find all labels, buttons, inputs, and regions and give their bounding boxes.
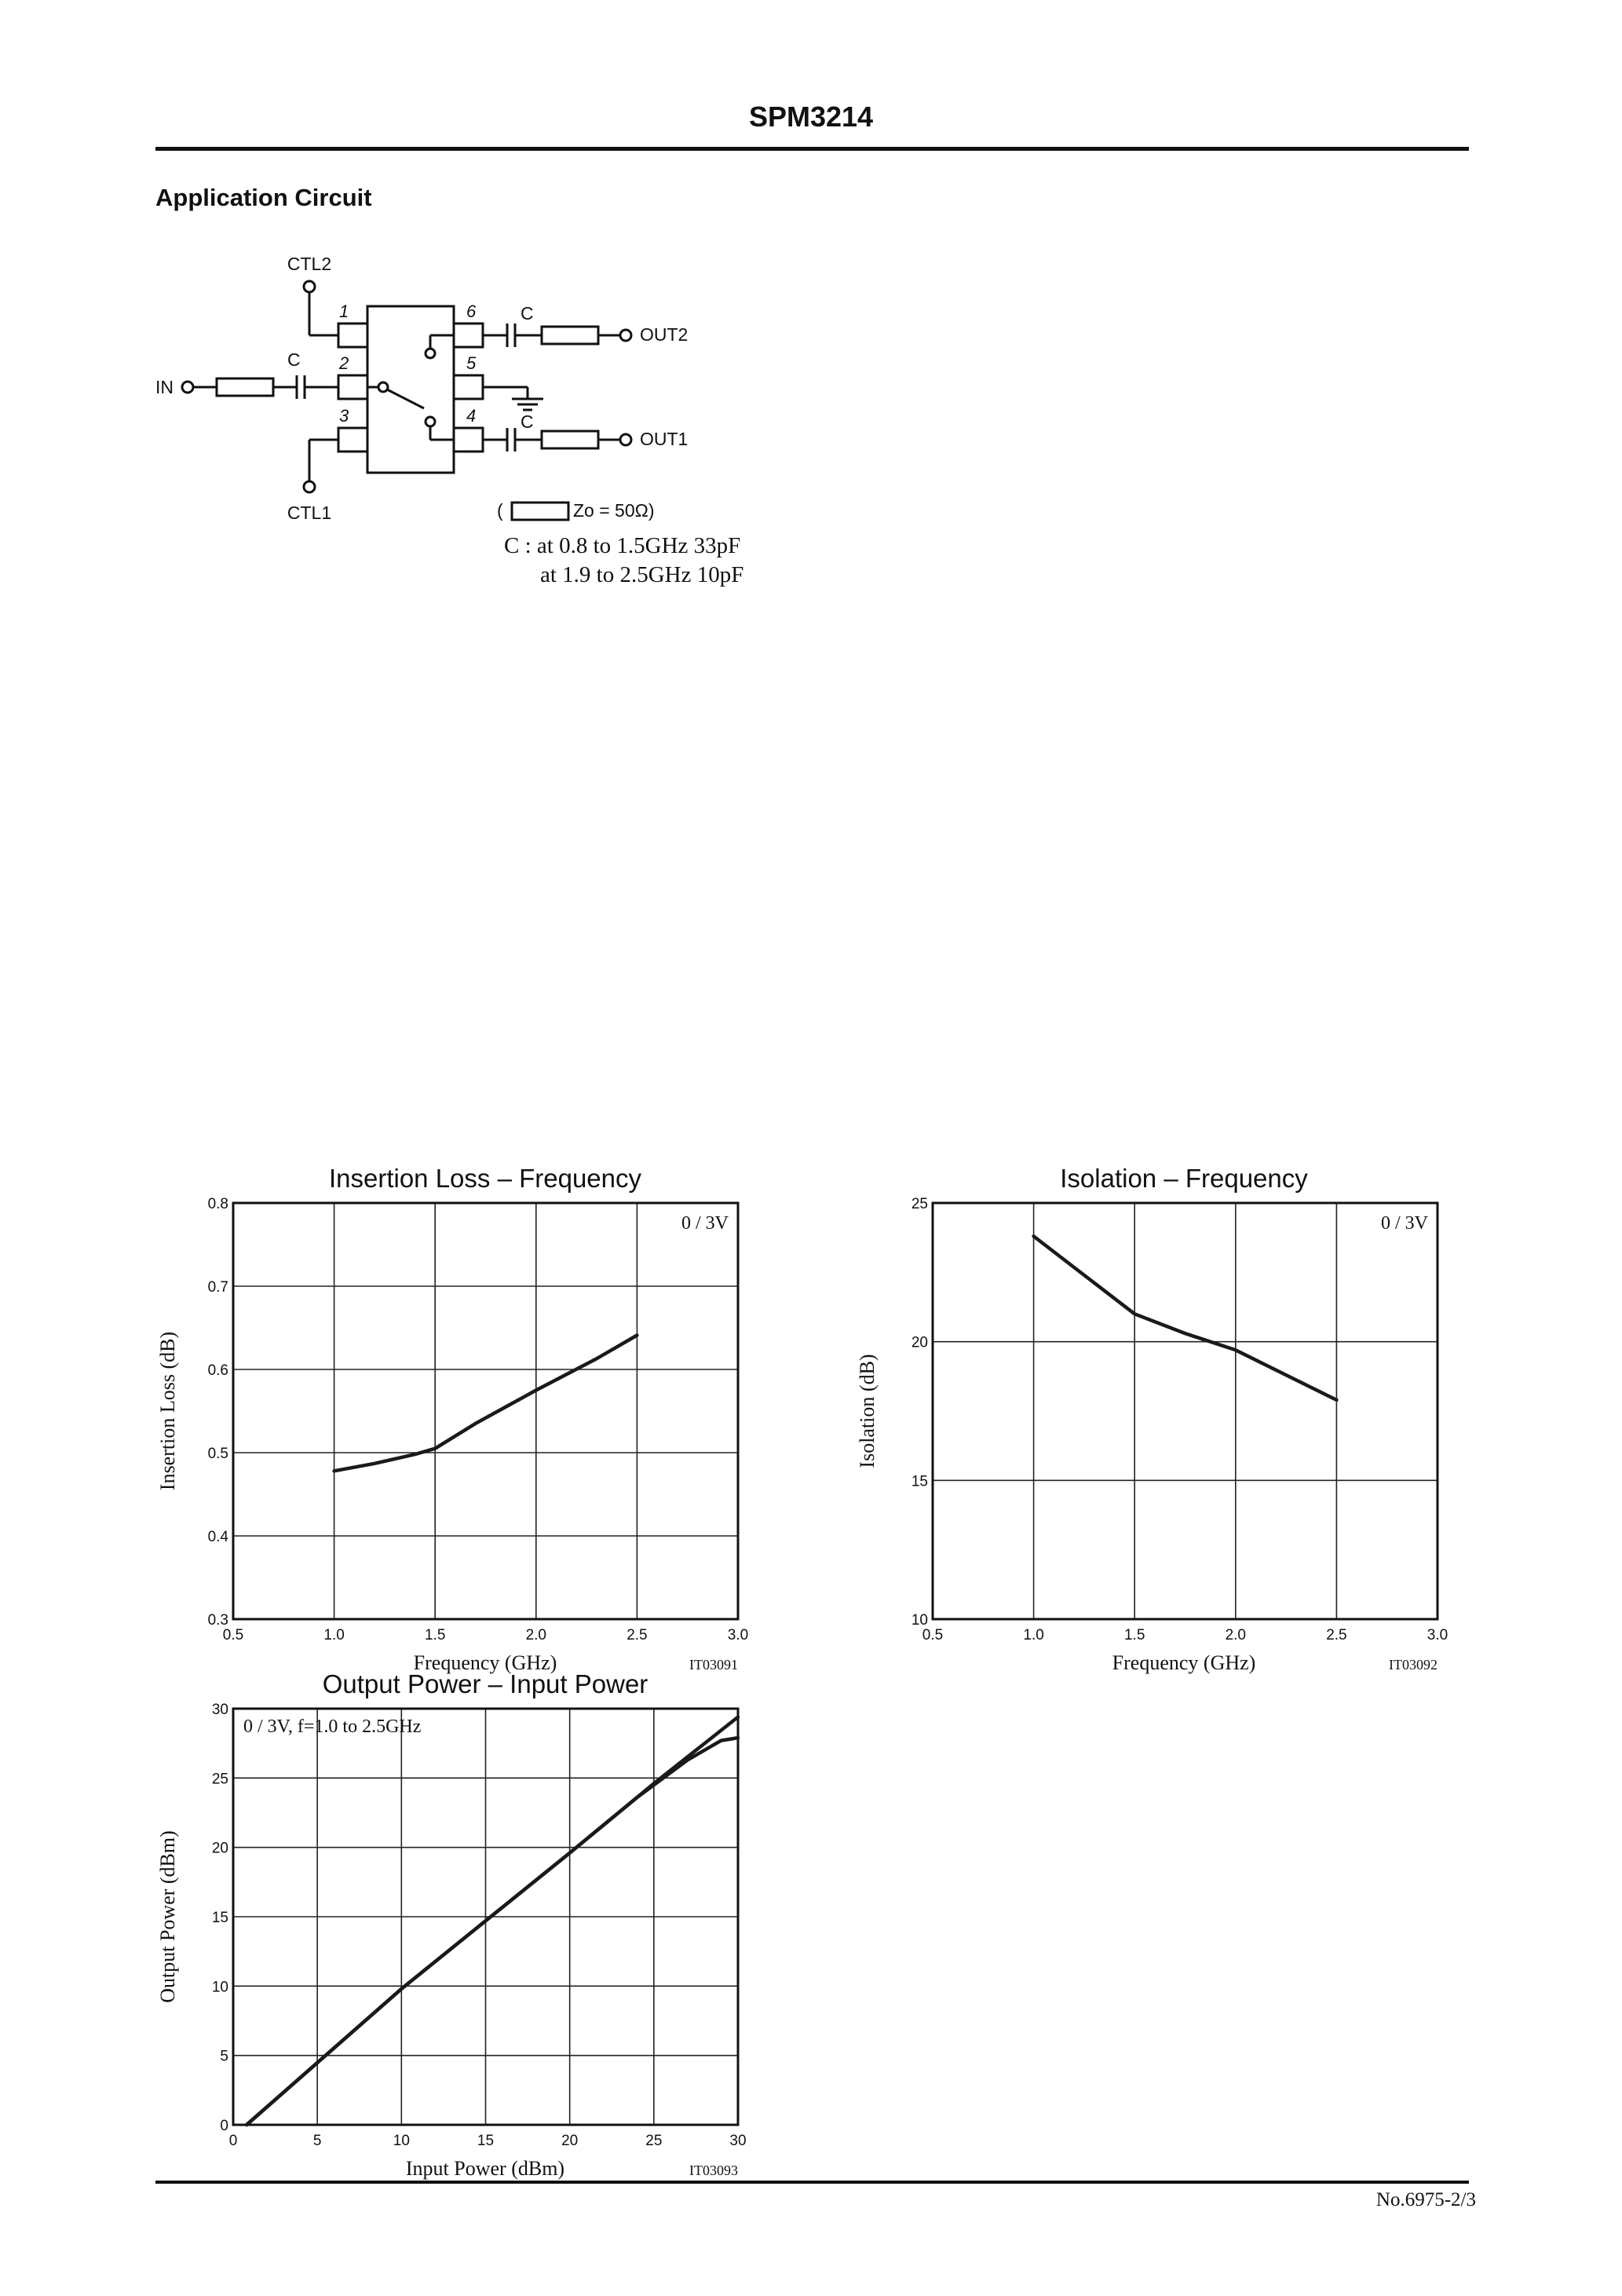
x-axis-label: Frequency (GHz) bbox=[1112, 1651, 1256, 1674]
svg-text:1: 1 bbox=[339, 302, 349, 321]
x-tick-label: 5 bbox=[312, 2133, 322, 2149]
x-tick-label: 3.0 bbox=[1427, 1627, 1448, 1643]
x-tick-label: 25 bbox=[645, 2133, 663, 2149]
chart-title: Output Power – Input Power bbox=[322, 1669, 648, 1698]
y-axis-label: Output Power (dBm) bbox=[156, 1830, 179, 2003]
series-line bbox=[1034, 1236, 1337, 1400]
x-tick-label: 2.0 bbox=[1225, 1627, 1247, 1643]
y-tick-label: 20 bbox=[211, 1840, 228, 1857]
y-tick-label: 10 bbox=[211, 1979, 228, 1996]
cap-note-line1: C : at 0.8 to 1.5GHz 33pF bbox=[504, 533, 741, 558]
y-tick-label: 0.4 bbox=[207, 1529, 228, 1545]
y-axis-label: Isolation (dB) bbox=[856, 1354, 879, 1468]
part-number-title: SPM3214 bbox=[748, 101, 874, 133]
x-axis-label: Input Power (dBm) bbox=[405, 2157, 565, 2180]
svg-text:IN: IN bbox=[155, 377, 174, 397]
y-tick-label: 0.5 bbox=[207, 1446, 228, 1462]
x-tick-label: 10 bbox=[393, 2133, 410, 2149]
svg-text:6: 6 bbox=[466, 302, 477, 321]
section-title: Application Circuit bbox=[155, 184, 372, 211]
chart-condition: 0 / 3V bbox=[1381, 1213, 1428, 1234]
y-tick-label: 15 bbox=[911, 1473, 928, 1490]
y-axis-label: Insertion Loss (dB) bbox=[156, 1331, 179, 1491]
x-tick-label: 2.5 bbox=[1326, 1627, 1347, 1643]
x-tick-label: 15 bbox=[477, 2133, 495, 2149]
x-tick-label: 30 bbox=[729, 2133, 747, 2149]
chart-title: Isolation – Frequency bbox=[1060, 1164, 1308, 1193]
svg-text:5: 5 bbox=[466, 353, 477, 373]
chart-code: IT03091 bbox=[689, 1657, 738, 1673]
svg-text:Zo = 50Ω): Zo = 50Ω) bbox=[573, 500, 655, 521]
x-axis-label: Frequency (GHz) bbox=[413, 1651, 557, 1674]
series-line bbox=[247, 1738, 738, 2125]
chart-code: IT03092 bbox=[1389, 1657, 1438, 1673]
svg-text:CTL2: CTL2 bbox=[287, 254, 332, 274]
chart-condition: 0 / 3V, f=1.0 to 2.5GHz bbox=[243, 1717, 422, 1737]
y-tick-label: 5 bbox=[220, 2048, 228, 2065]
y-tick-label: 0.7 bbox=[207, 1279, 228, 1296]
plot-frame bbox=[933, 1203, 1438, 1619]
x-tick-label: 0 bbox=[228, 2133, 238, 2149]
x-tick-label: 1.5 bbox=[1123, 1627, 1145, 1643]
svg-text:OUT2: OUT2 bbox=[640, 324, 689, 345]
svg-text:2: 2 bbox=[339, 353, 349, 373]
svg-text:C: C bbox=[287, 349, 301, 370]
chart-code: IT03093 bbox=[689, 2163, 738, 2178]
cap-note-line2: at 1.9 to 2.5GHz 10pF bbox=[540, 562, 744, 587]
x-tick-label: 1.0 bbox=[323, 1627, 345, 1643]
page-number: No.6975-2/3 bbox=[1375, 2189, 1476, 2210]
chart-title: Insertion Loss – Frequency bbox=[328, 1164, 642, 1193]
svg-text:CTL1: CTL1 bbox=[287, 503, 332, 523]
y-tick-label: 10 bbox=[911, 1612, 928, 1629]
y-tick-label: 25 bbox=[211, 1771, 228, 1788]
y-tick-label: 0.3 bbox=[207, 1612, 228, 1629]
x-tick-label: 0.5 bbox=[922, 1627, 944, 1643]
x-tick-label: 1.5 bbox=[424, 1627, 446, 1643]
x-tick-label: 20 bbox=[561, 2133, 579, 2149]
y-tick-label: 20 bbox=[911, 1334, 928, 1351]
y-tick-label: 0 bbox=[220, 2118, 228, 2134]
svg-text:3: 3 bbox=[339, 406, 349, 426]
y-tick-label: 25 bbox=[911, 1196, 928, 1212]
x-tick-label: 2.0 bbox=[525, 1627, 547, 1643]
svg-text:C: C bbox=[521, 411, 534, 432]
y-tick-label: 15 bbox=[211, 1910, 228, 1926]
y-tick-label: 0.8 bbox=[207, 1196, 228, 1212]
isolation-chart bbox=[824, 0, 1622, 1727]
chart-condition: 0 / 3V bbox=[681, 1213, 729, 1234]
y-tick-label: 30 bbox=[211, 1702, 228, 1718]
y-tick-label: 0.6 bbox=[207, 1362, 228, 1379]
x-tick-label: 0.5 bbox=[222, 1627, 244, 1643]
x-tick-label: 3.0 bbox=[727, 1627, 749, 1643]
footer-rule bbox=[155, 2181, 1469, 2184]
x-tick-label: 2.5 bbox=[627, 1627, 648, 1643]
svg-text:C: C bbox=[521, 303, 534, 324]
svg-text:OUT1: OUT1 bbox=[640, 429, 689, 449]
x-tick-label: 1.0 bbox=[1023, 1627, 1044, 1643]
svg-text:4: 4 bbox=[466, 406, 477, 426]
svg-text:(: ( bbox=[497, 500, 503, 521]
